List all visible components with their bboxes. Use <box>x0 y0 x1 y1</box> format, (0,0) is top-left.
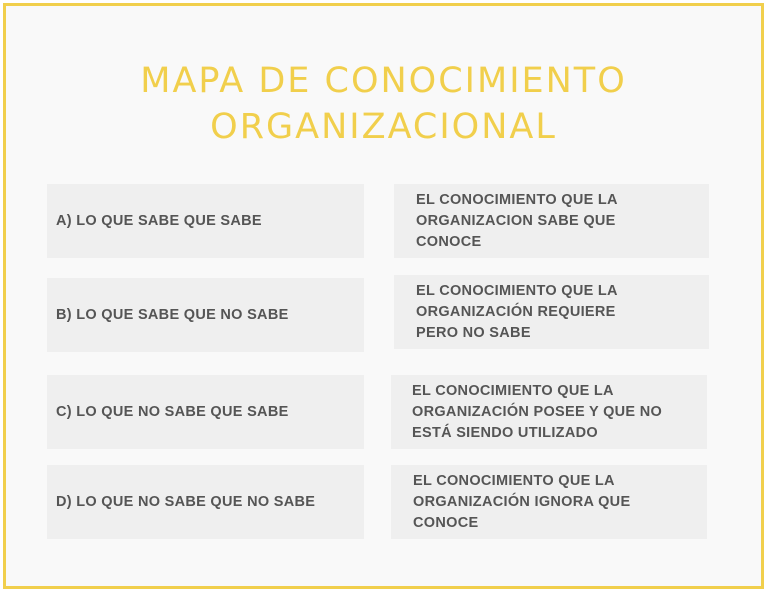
quadrant-label-b <box>47 278 364 352</box>
description-line: CONOCE <box>416 233 482 250</box>
description-line: ORGANIZACIÓN REQUIERE <box>416 303 616 320</box>
quadrant-label-a <box>47 184 364 258</box>
description-line: ESTÁ SIENDO UTILIZADO <box>412 424 598 441</box>
quadrant-label-text: D) LO QUE NO SABE QUE NO SABE <box>56 493 316 510</box>
quadrant-label-text: A) LO QUE SABE QUE SABE <box>56 212 262 229</box>
title-line-1: MAPA DE CONOCIMIENTO <box>140 61 627 101</box>
description-line: EL CONOCIMIENTO QUE LA <box>416 191 618 208</box>
quadrant-label-d <box>47 465 364 539</box>
description-line: ORGANIZACION SABE QUE <box>416 212 616 229</box>
description-line: EL CONOCIMIENTO QUE LA <box>412 382 614 399</box>
title-line-2: ORGANIZACIONAL <box>210 107 557 147</box>
description-line: EL CONOCIMIENTO QUE LA <box>413 472 615 489</box>
description-line: ORGANIZACIÓN IGNORA QUE <box>413 493 631 510</box>
quadrant-label-c <box>47 375 364 449</box>
quadrant-description-c <box>391 375 707 449</box>
quadrant-description-a <box>394 184 709 258</box>
quadrant-label-text: B) LO QUE SABE QUE NO SABE <box>56 306 289 323</box>
description-line: EL CONOCIMIENTO QUE LA <box>416 282 618 299</box>
description-line: ORGANIZACIÓN POSEE Y QUE NO <box>412 403 663 420</box>
description-line: CONOCE <box>413 514 479 531</box>
diagram-title <box>0 58 767 150</box>
quadrant-description-b <box>394 275 709 349</box>
description-line: PERO NO SABE <box>416 324 531 341</box>
quadrant-description-d <box>391 465 707 539</box>
quadrant-label-text: C) LO QUE NO SABE QUE SABE <box>56 403 289 420</box>
